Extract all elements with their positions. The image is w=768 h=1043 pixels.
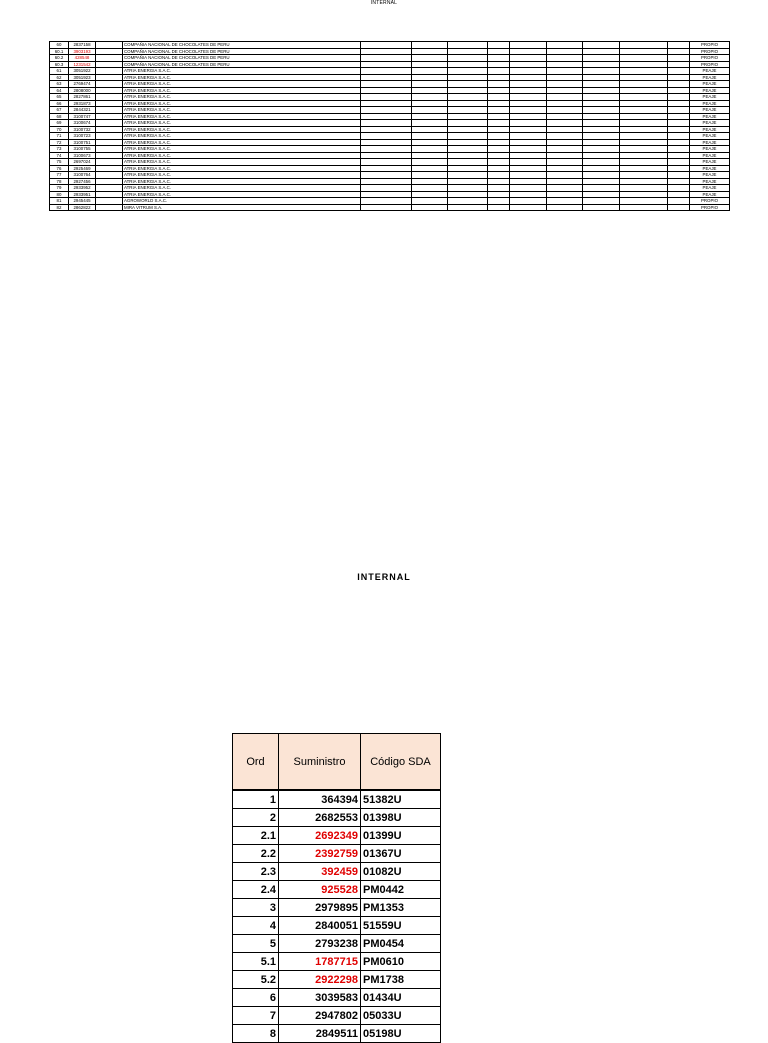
cell-ord: 70 [50,126,69,133]
cell-tipo: PROPIO [690,48,730,55]
cell-empty [583,204,620,211]
table-row [233,809,441,827]
cell-tipo: PROPIO [690,204,730,211]
cell-tipo: PEAJE [690,178,730,185]
cell-codigo-sda: 01082U [361,863,441,881]
cell-company-name: COMPAÑIA NACIONAL DE CHOCOLATES DE PERU [123,42,361,49]
supply-code-table [232,733,441,1043]
cell-ord: 2.1 [233,827,279,845]
cell-suministro: 3051923 [69,74,96,81]
cell-tipo: PEAJE [690,133,730,140]
cell-codigo-sda: 51559U [361,917,441,935]
cell-ord: 2.3 [233,863,279,881]
cell-ord: 5.2 [233,971,279,989]
cell-company-name: COMPAÑIA NACIONAL DE CHOCOLATES DE PERU [123,55,361,62]
cell-ord: 1 [233,790,279,809]
cell-suministro: 392459 [279,863,361,881]
table-row [233,899,441,917]
cell-ord: 60.3 [50,61,69,68]
mid-header: INTERNAL [357,572,411,582]
cell-ord: 60.1 [50,48,69,55]
supply-code-table-wrapper [232,733,440,1040]
cell-ord: 62 [50,74,69,81]
cell-suministro: 2392759 [279,845,361,863]
cell-company-name: ATRIA ENERGIA S.A.C. [123,113,361,120]
cell-ord: 75 [50,159,69,166]
cell-tipo: PROPIO [690,42,730,49]
cell-ord: 66 [50,100,69,107]
cell-empty [448,204,488,211]
cell-tipo: PEAJE [690,172,730,179]
cell-ord: 73 [50,146,69,153]
cell-tipo: PEAJE [690,113,730,120]
cell-suministro: 2945445 [69,198,96,205]
cell-ord: 65 [50,94,69,101]
cell-company-name: ATRIA ENERGIA S.A.C. [123,133,361,140]
header-suministro: Suministro [279,734,361,791]
cell-company-name: COMPAÑIA NACIONAL DE CHOCOLATES DE PERU [123,61,361,68]
cell-suministro: 2979895 [279,899,361,917]
table-row [233,971,441,989]
cell-ord: 3 [233,899,279,917]
cell-suministro: 2862822 [69,204,96,211]
header-ord: Ord [233,734,279,791]
cell-company-name: ATRIA ENERGIA S.A.C. [123,172,361,179]
cell-suministro: 364394 [279,790,361,809]
cell-company-name: ATRIA ENERGIA S.A.C. [123,165,361,172]
cell-ord: 61 [50,68,69,75]
cell-suministro: 2827861 [69,94,96,101]
cell-ord: 81 [50,198,69,205]
cell-ord: 68 [50,113,69,120]
cell-suministro: 1231542 [69,61,96,68]
table-header-row [233,734,441,791]
cell-tipo: PROPIO [690,198,730,205]
table-row [233,790,441,809]
cell-ord: 71 [50,133,69,140]
table-row [233,881,441,899]
cell-suministro: 2922298 [279,971,361,989]
cell-suministro: 925528 [279,881,361,899]
cell-suministro: 3100751 [69,139,96,146]
cell-ord: 2.2 [233,845,279,863]
cell-codigo-sda: PM1738 [361,971,441,989]
cell-ord: 74 [50,152,69,159]
cell-codigo-sda: 01399U [361,827,441,845]
cell-empty [620,204,668,211]
cell-tipo: PEAJE [690,87,730,94]
cell-tipo: PEAJE [690,120,730,127]
cell-ord: 60.2 [50,55,69,62]
cell-tipo: PEAJE [690,74,730,81]
table-row [233,935,441,953]
cell-suministro: 2793238 [279,935,361,953]
cell-ord: 72 [50,139,69,146]
cell-suministro: 3100674 [69,120,96,127]
cell-codigo-sda: PM0610 [361,953,441,971]
table-row [233,953,441,971]
cell-tipo: PEAJE [690,68,730,75]
top-header: INTERNAL [370,0,398,6]
cell-company-name: COMPAÑIA NACIONAL DE CHOCOLATES DE PERU [123,48,361,55]
table-row [233,1007,441,1025]
cell-ord: 4 [233,917,279,935]
cell-company-name: ATRIA ENERGIA S.A.C. [123,185,361,192]
cell-company-name: ATRIA ENERGIA S.A.C. [123,178,361,185]
cell-empty [412,204,448,211]
cell-codigo-sda: PM1353 [361,899,441,917]
cell-suministro: 2808000 [69,87,96,94]
cell-empty [361,204,412,211]
cell-ord: 63 [50,81,69,88]
cell-ord: 80 [50,191,69,198]
cell-codigo-sda: 01398U [361,809,441,827]
cell-suministro: 3100732 [69,126,96,133]
table-row [233,863,441,881]
cell-ord: 76 [50,165,69,172]
cell-suministro: 2697024 [69,159,96,166]
table-row [233,989,441,1007]
cell-suministro: 2931873 [69,100,96,107]
cell-ord: 8 [233,1025,279,1043]
cell-ord: 6 [233,989,279,1007]
cell-codigo-sda: 05198U [361,1025,441,1043]
table-row [233,827,441,845]
cell-ord: 67 [50,107,69,114]
supply-list-table-small [49,41,730,211]
table-row [50,204,730,211]
cell-suministro: 2927456 [69,178,96,185]
cell-tipo: PROPIO [690,61,730,68]
cell-company-name: ATRIA ENERGIA S.A.C. [123,146,361,153]
cell-ord: 2 [233,809,279,827]
cell-ord: 2.4 [233,881,279,899]
cell-ord: 79 [50,185,69,192]
cell-empty [547,204,583,211]
cell-empty [96,204,123,211]
cell-tipo: PEAJE [690,185,730,192]
cell-suministro: 2933951 [69,191,96,198]
cell-suministro: 2925469 [69,165,96,172]
cell-tipo: PEAJE [690,94,730,101]
cell-company-name: ATRIA ENERGIA S.A.C. [123,126,361,133]
cell-codigo-sda: 05033U [361,1007,441,1025]
cell-company-name: ATRIA ENERGIA S.A.C. [123,81,361,88]
cell-tipo: PEAJE [690,100,730,107]
cell-company-name: ATRIA ENERGIA S.A.C. [123,152,361,159]
cell-company-name: ATRIA ENERGIA S.A.C. [123,87,361,94]
header-codigo-sda: Código SDA [361,734,441,791]
cell-tipo: PEAJE [690,107,730,114]
cell-company-name: ATRIA ENERGIA S.A.C. [123,139,361,146]
cell-codigo-sda: PM0442 [361,881,441,899]
cell-ord: 5 [233,935,279,953]
cell-suministro: 3100747 [69,113,96,120]
cell-company-name: ATRIA ENERGIA S.A.C. [123,159,361,166]
cell-empty [488,204,510,211]
cell-company-name: ATRIA ENERGIA S.A.C. [123,100,361,107]
cell-company-name: ATRIA ENERGIA S.A.C. [123,68,361,75]
cell-tipo: PEAJE [690,152,730,159]
cell-tipo: PEAJE [690,191,730,198]
cell-empty [668,204,690,211]
cell-company-name: MIRA VITRUM S.A. [123,204,361,211]
table-row [233,1025,441,1043]
cell-suministro: 3100673 [69,152,96,159]
cell-suministro: 3100764 [69,172,96,179]
cell-ord: 60 [50,42,69,49]
cell-codigo-sda: PM0454 [361,935,441,953]
cell-suministro: 428548 [69,55,96,62]
cell-company-name: ATRIA ENERGIA S.A.C. [123,94,361,101]
cell-suministro: 2682553 [279,809,361,827]
cell-ord: 69 [50,120,69,127]
cell-company-name: AGROWORLD S.A.C. [123,198,361,205]
cell-suministro: 2840051 [279,917,361,935]
cell-tipo: PEAJE [690,146,730,153]
cell-ord: 82 [50,204,69,211]
cell-suministro: 3903193 [69,48,96,55]
cell-tipo: PEAJE [690,165,730,172]
cell-ord: 7 [233,1007,279,1025]
cell-suministro: 2769474 [69,81,96,88]
cell-suministro: 3039583 [279,989,361,1007]
cell-empty [510,204,547,211]
cell-codigo-sda: 01434U [361,989,441,1007]
cell-suministro: 3100755 [69,146,96,153]
cell-company-name: ATRIA ENERGIA S.A.C. [123,74,361,81]
cell-suministro: 3051922 [69,68,96,75]
cell-suministro: 2849511 [279,1025,361,1043]
cell-codigo-sda: 51382U [361,790,441,809]
cell-suministro: 2933952 [69,185,96,192]
cell-suministro: 1787715 [279,953,361,971]
cell-codigo-sda: 01367U [361,845,441,863]
cell-ord: 64 [50,87,69,94]
cell-tipo: PROPIO [690,55,730,62]
cell-ord: 5.1 [233,953,279,971]
cell-company-name: ATRIA ENERGIA S.A.C. [123,120,361,127]
cell-tipo: PEAJE [690,126,730,133]
table-row [233,845,441,863]
cell-company-name: ATRIA ENERGIA S.A.C. [123,107,361,114]
cell-tipo: PEAJE [690,139,730,146]
cell-tipo: PEAJE [690,159,730,166]
cell-tipo: PEAJE [690,81,730,88]
cell-suministro: 2692349 [279,827,361,845]
cell-suministro: 2837158 [69,42,96,49]
cell-suministro: 2844321 [69,107,96,114]
cell-suministro: 2947802 [279,1007,361,1025]
table-row [233,917,441,935]
cell-suministro: 3100723 [69,133,96,140]
cell-ord: 78 [50,178,69,185]
cell-ord: 77 [50,172,69,179]
cell-company-name: ATRIA ENERGIA S.A.C. [123,191,361,198]
